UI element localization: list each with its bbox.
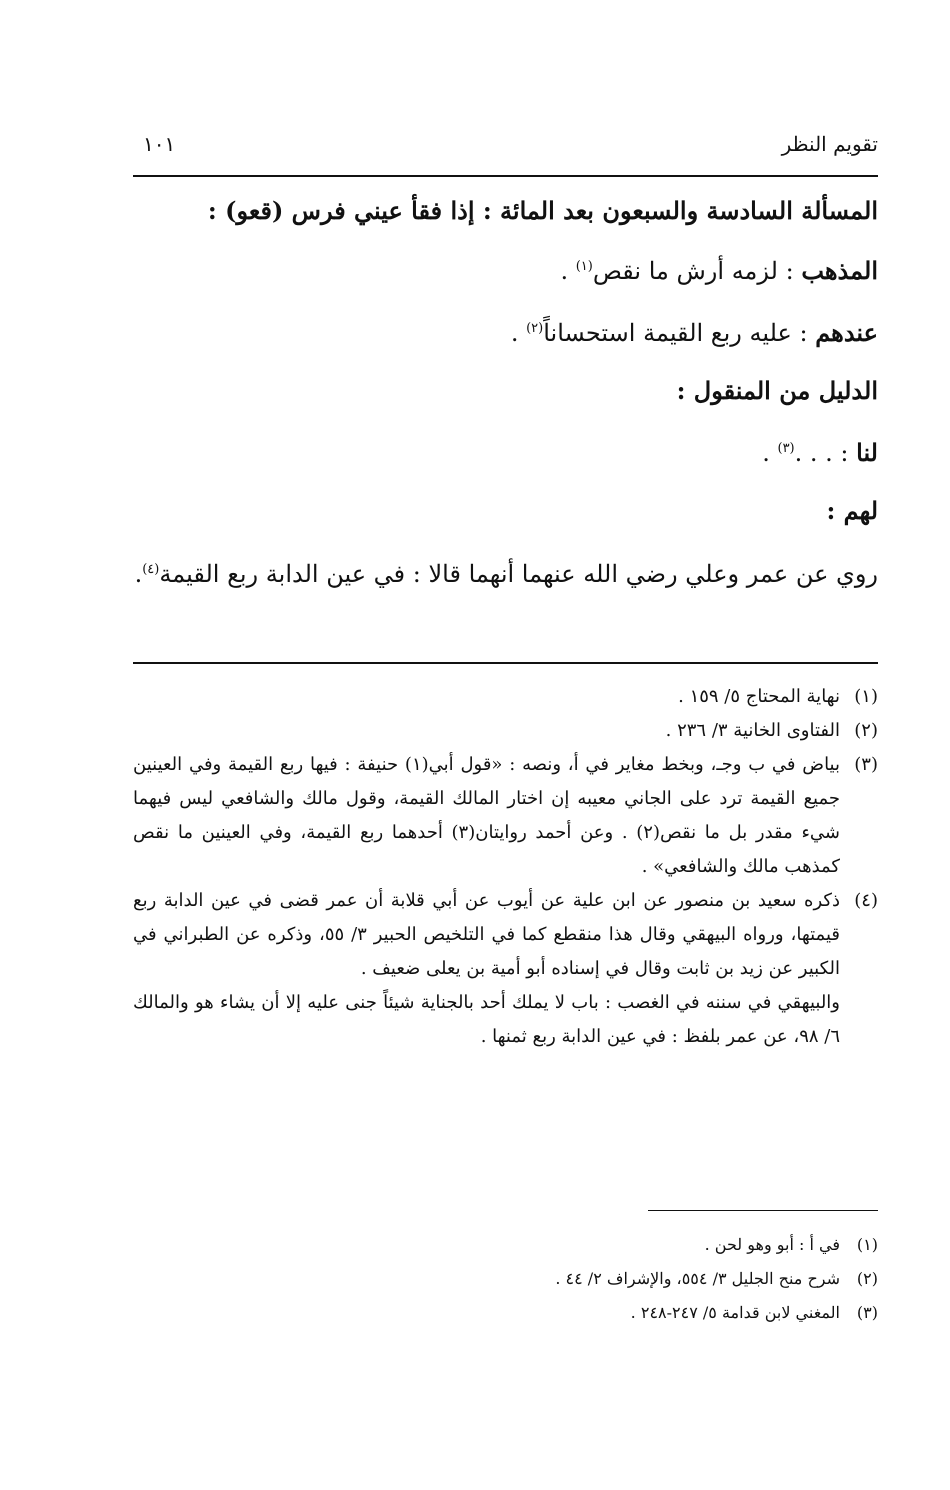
page-number: ١٠١ — [143, 132, 176, 156]
lana-text: : . . . — [794, 439, 857, 467]
footnote-ref: (٢) — [526, 321, 544, 336]
footnote-item — [133, 680, 878, 714]
footnote-number: (٤) — [854, 890, 878, 911]
lana-line — [133, 432, 878, 470]
footnote-continuation: والبيهقي في سننه في الغصب : باب لا يملك أحد بالجناية شيئاً جنى عليه إلا أن يشاء هو والمالك ٦/ ٩٨، عن عمر بلفظ : في عين الدابة ربع ثمنها . — [133, 992, 840, 1047]
indahum-label: عندهم — [815, 318, 878, 347]
sub-footnote-number: (٣) — [856, 1303, 878, 1322]
running-title: تقويم النظر — [781, 132, 878, 156]
lahum-heading: لهم : — [826, 496, 878, 525]
footnote-text: الفتاوى الخانية ٣/ ٢٣٦ . — [665, 720, 840, 741]
footnote-item — [133, 748, 878, 884]
lana-end: . — [762, 439, 778, 467]
footnote-text: بياض في ب وجـ، وبخط مغاير في أ، ونصه : «قول أبي(١) حنيفة : فيها ربع القيمة وفي العينين جميع القيمة ترد على الجاني معيبه إن اختار المالك القيمة، وقول مالك والشافعي ليس فيهما شيء مقدر بل ما نقص(٢) . وعن أحمد روايتان(٣) أحدهما ربع القيمة، وفي العينين ما نقص كمذهب مالك والشافعي» . — [133, 754, 840, 877]
footnote-ref: (١) — [575, 259, 593, 274]
madhhab-end: . — [560, 257, 576, 285]
indahum-line — [133, 312, 878, 350]
footnotes — [133, 680, 878, 1054]
sub-footnote-rule — [648, 1210, 878, 1211]
indahum-text: : عليه ربع القيمة استحساناً — [543, 319, 816, 347]
footnote-number: (٢) — [854, 720, 878, 741]
sub-footnote-text: المغني لابن قدامة ٥/ ٢٤٧-٢٤٨ . — [630, 1303, 840, 1322]
lahum-text: روي عن عمر وعلي رضي الله عنهما أنهما قالا : في عين الدابة ربع القيمة — [159, 560, 878, 588]
footnote-text: نهاية المحتاج ٥/ ١٥٩ . — [678, 686, 840, 707]
madhhab-line — [133, 250, 878, 288]
sub-footnote-text: شرح منح الجليل ٣/ ٥٥٤، والإشراف ٢/ ٤٤ . — [555, 1269, 840, 1288]
lana-label: لنا — [856, 438, 878, 467]
header-rule — [133, 175, 878, 177]
footnote-item — [133, 714, 878, 748]
sub-footnote-item — [133, 1262, 878, 1296]
issue-title: المسألة السادسة والسبعون بعد المائة : إذا فقأ عيني فرس (قعو) : — [207, 196, 878, 225]
indahum-end: . — [510, 319, 527, 347]
sub-footnote-item — [133, 1296, 878, 1330]
sub-footnote-number: (٢) — [856, 1269, 878, 1288]
footnote-rule — [133, 662, 878, 664]
sub-footnote-item — [133, 1228, 878, 1262]
footnote-number: (١) — [854, 686, 878, 707]
footnote-ref: (٤) — [142, 562, 160, 577]
sub-footnotes — [133, 1228, 878, 1330]
footnote-number: (٣) — [854, 754, 878, 775]
page-header — [133, 132, 878, 162]
madhhab-text: : لزمه أرش ما نقص — [592, 257, 802, 285]
dalil-heading: الدليل من المنقول : — [676, 376, 878, 405]
footnote-ref: (٣) — [777, 441, 795, 456]
sub-footnote-number: (١) — [856, 1235, 878, 1254]
lahum-end: . — [134, 560, 143, 588]
footnote-item — [133, 884, 878, 986]
main-text — [133, 192, 878, 596]
sub-footnote-text: في أ : أبو وهو لحن . — [704, 1235, 840, 1254]
lahum-paragraph — [133, 548, 878, 596]
footnote-text: ذكره سعيد بن منصور عن ابن علية عن أيوب عن أبي قلابة أن عمر قضى في عين الدابة ربع قيمتها، ورواه البيهقي وقال هذا منقطع كما في التلخيص الحبير ٣/ ٥٥، وذكره عن الطبراني في الكبير عن زيد بن ثابت وقال في إسناده أبو أمية بن يعلى ضعيف . — [133, 890, 840, 979]
madhhab-label: المذهب — [801, 256, 878, 285]
